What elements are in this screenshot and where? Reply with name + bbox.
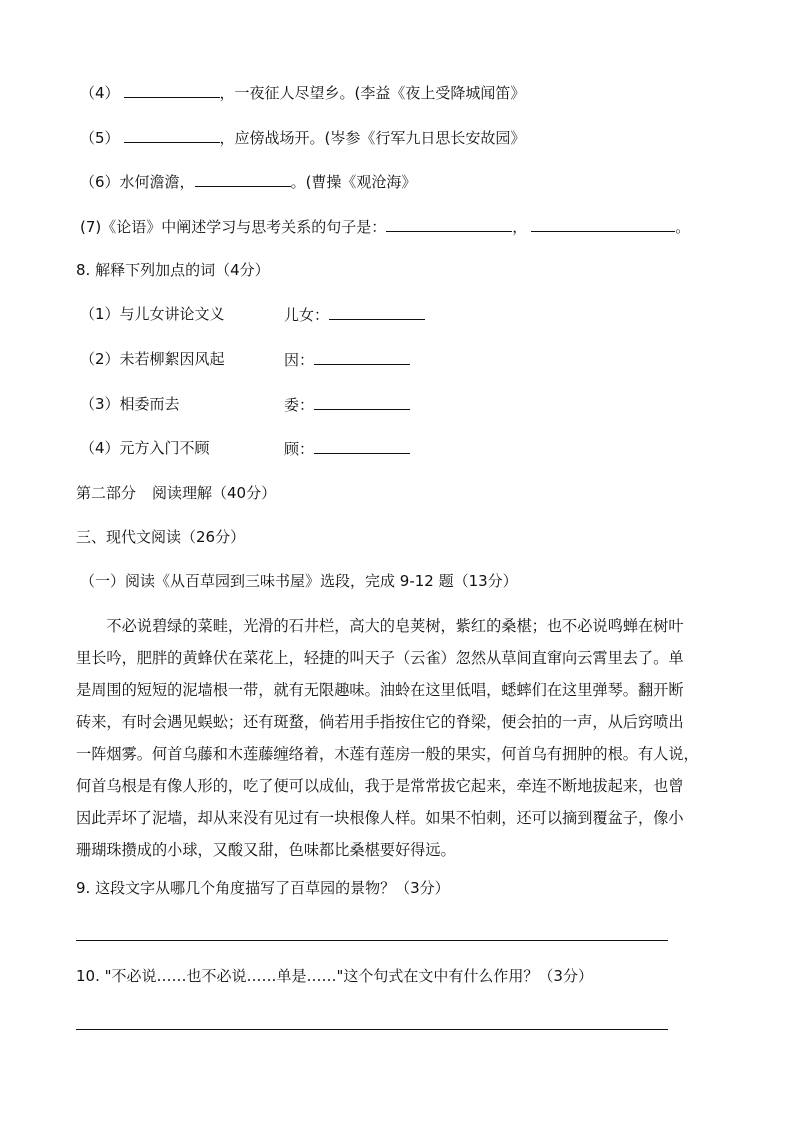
poem-line-7 xyxy=(80,216,690,237)
item-number: （6） xyxy=(80,173,120,191)
part-2-heading xyxy=(76,483,276,503)
item-number: （4） xyxy=(80,84,120,102)
answer-line-q10[interactable] xyxy=(76,1029,668,1030)
word-label: 儿女： xyxy=(284,306,330,324)
question-10: 10. "不必说……也不必说……单是……"这个句式在文中有什么作用？（3分） xyxy=(76,967,593,985)
q8-answer-3 xyxy=(284,394,410,415)
poem-text: ，一夜征人尽望乡。(李益《夜上受降城闻笛》 xyxy=(219,84,526,102)
item-number: （2） xyxy=(80,350,120,368)
passage-line: 珊瑚珠攒成的小球，又酸又甜，色味都比桑椹要好得远。 xyxy=(76,841,456,859)
item-number: （4） xyxy=(80,439,120,457)
item-number: （5） xyxy=(80,129,120,147)
section-3-heading: 三、现代文阅读（26分） xyxy=(76,528,246,546)
fill-blank[interactable] xyxy=(314,438,410,454)
poem-text: ，应傍战场开。(岑参《行军九日思长安故园》 xyxy=(219,129,526,147)
period: 。 xyxy=(675,218,691,236)
reading-1-heading: （一）阅读《从百草园到三味书屋》选段，完成 9-12 题（13分） xyxy=(80,572,518,590)
passage-line: 是周围的短短的泥墙根一带，就有无限趣味。油蛉在这里低唱，蟋蟀们在这里弹琴。翻开断 xyxy=(76,681,684,699)
word-label: 委： xyxy=(284,396,315,414)
poem-line-6 xyxy=(80,171,416,192)
fill-blank[interactable] xyxy=(314,349,410,365)
fill-blank[interactable] xyxy=(531,216,675,232)
fill-blank[interactable] xyxy=(124,127,220,143)
word-label: 因： xyxy=(284,351,315,369)
passage-line: 砖来，有时会遇见蜈蚣；还有斑蝥，倘若用手指按住它的脊梁，便会拍的一声，从后窍喷出 xyxy=(76,713,684,731)
fill-blank[interactable] xyxy=(314,394,410,410)
fill-blank[interactable] xyxy=(195,171,291,187)
word-label: 顾： xyxy=(284,440,315,458)
item-text: 相委而去 xyxy=(119,395,180,413)
poem-text: 水何澹澹， xyxy=(119,173,195,191)
reading-passage xyxy=(76,610,724,866)
q8-answer-1 xyxy=(284,304,425,325)
part-title: 阅读理解（40分） xyxy=(152,484,277,502)
passage-line: 因此弄坏了泥墙，却从来没有见过有一块根像人样。如果不怕刺，还可以摘到覆盆子，像小 xyxy=(76,809,684,827)
q8-item-1 xyxy=(80,304,225,324)
poem-text: 。(曹操《观沧海》 xyxy=(290,173,417,191)
q8-answer-4 xyxy=(284,438,410,459)
q8-answer-2 xyxy=(284,349,410,370)
question-8-title: 8. 解释下列加点的词（4分） xyxy=(76,261,270,279)
fill-blank[interactable] xyxy=(329,304,425,320)
part-label: 第二部分 xyxy=(76,484,137,502)
comma: ， xyxy=(512,218,528,236)
item-number: （1） xyxy=(80,305,120,323)
q8-item-3 xyxy=(80,394,180,414)
item-text: 元方入门不顾 xyxy=(119,439,210,457)
passage-line: 一阵烟雾。何首乌藤和木莲藤缠络着，木莲有莲房一般的果实，何首乌有拥肿的根。有人说， xyxy=(76,745,699,763)
item-number: （3） xyxy=(80,395,120,413)
item-text: 与儿女讲论文义 xyxy=(119,305,225,323)
item-number: (7) xyxy=(80,218,102,236)
answer-line-q9[interactable] xyxy=(76,940,668,941)
q8-item-4 xyxy=(80,438,210,458)
question-text: 《论语》中阐述学习与思考关系的句子是： xyxy=(101,218,387,236)
question-9: 9. 这段文字从哪几个角度描写了百草园的景物？（3分） xyxy=(76,879,450,897)
passage-line: 里长吟，肥胖的黄蜂伏在菜花上，轻捷的叫天子（云雀）忽然从草间直窜向云霄里去了。单 xyxy=(76,649,684,667)
fill-blank[interactable] xyxy=(386,216,512,232)
fill-blank[interactable] xyxy=(124,82,220,98)
q8-item-2 xyxy=(80,349,225,369)
passage-line: 不必说碧绿的菜畦，光滑的石井栏，高大的皂荚树，紫红的桑椹；也不必说鸣蝉在树叶 xyxy=(76,617,684,635)
poem-line-4 xyxy=(80,82,525,103)
poem-line-5 xyxy=(80,127,525,148)
passage-line: 何首乌根是有像人形的，吃了便可以成仙，我于是常常拔它起来，牵连不断地拔起来，也曾 xyxy=(76,777,684,795)
item-text: 未若柳絮因风起 xyxy=(119,350,225,368)
